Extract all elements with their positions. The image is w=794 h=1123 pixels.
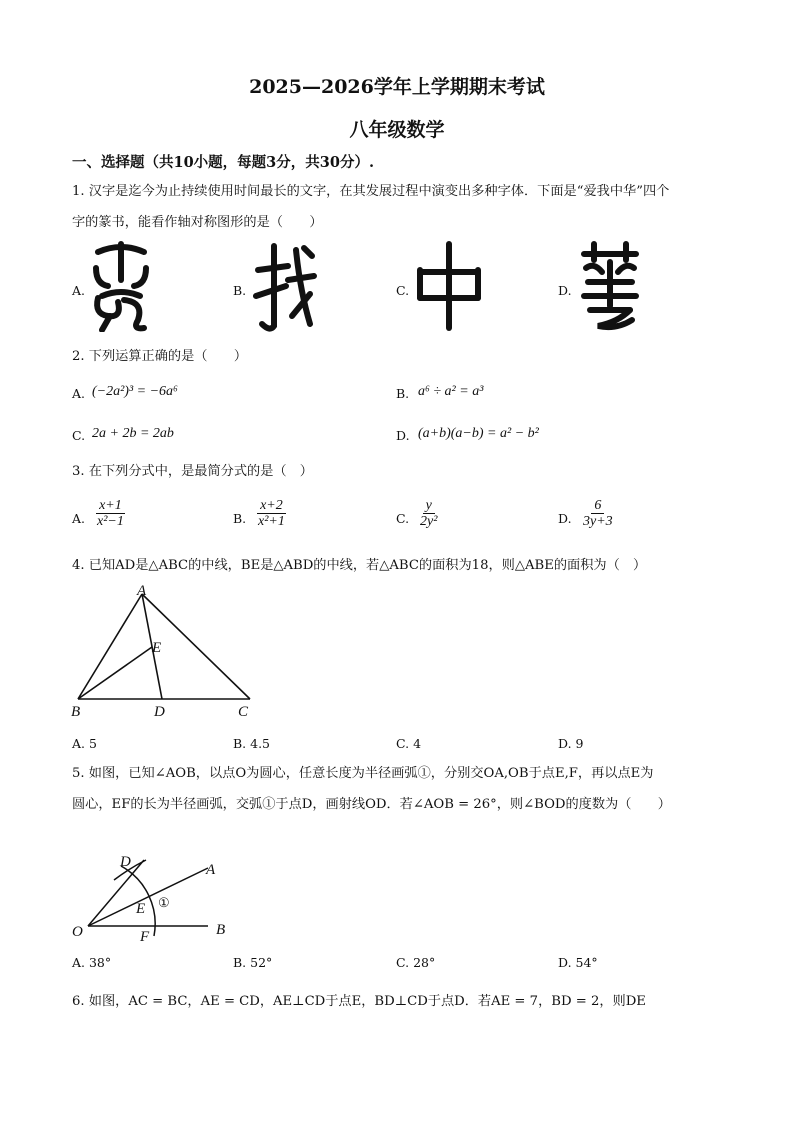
q4-text: 4. 已知AD是△ABC的中线，BE是△ABD的中线，若△ABC的面积为18，则△ABE的面积为（ ） [72,558,647,573]
q3-option-c-fraction [417,498,440,530]
seal-char-zhong-icon [414,240,484,332]
q4-label-e: E [152,640,162,656]
q6-text-line1: 6. 如图，AC = BC，AE = CD，AE⊥CD于点E，BD⊥CD于点D．若AE = 7，BD = 2，则DE [72,994,646,1009]
q2-option-c: 2a + 2b = 2ab [92,426,174,441]
q2-option-a: (−2a²)³ = −6a⁶ [92,384,178,399]
q1-text-line1: 1. 汉字是迄今为止持续使用时间最长的文字，在其发展过程中演变出多种字体．下面是“爱我中华”四个 [72,184,670,199]
q5-angle-figure [66,846,246,946]
q4-label-c: C [238,704,249,720]
q4-label-b: B [71,704,81,720]
q1-option-c-label: C. [396,283,410,298]
q4-side-ab [78,594,142,699]
q5-option-b: B. 52° [233,955,273,970]
q3-d-denominator: 3y+3 [583,514,613,530]
section-heading: 一、选择题（共10小题，每题3分，共30分）. [72,154,374,171]
q1-text-line2: 字的篆书，能看作轴对称图形的是（ ） [72,215,323,230]
q3-option-a-label: A. [72,511,86,526]
seal-char-ai-icon [88,240,154,332]
q4-option-a: A. 5 [72,736,97,751]
q5-label-a: A [206,862,216,878]
q2-option-b-label: B. [396,386,410,401]
q2-option-c-label: C. [72,428,86,443]
q2-option-a-label: A. [72,386,86,401]
exam-title: 2025—2026学年上学期期末考试 [249,76,545,98]
q5-label-d: D [120,854,131,870]
q3-c-denominator: 2y² [420,514,438,530]
q3-b-denominator: x²+1 [258,514,285,530]
q4-option-b: B. 4.5 [233,736,271,751]
q3-option-b-label: B. [233,511,247,526]
q5-label-b: B [216,922,226,938]
q3-option-b-fraction [255,498,288,530]
q5-text-line2: 圆心，EF的长为半径画弧，交弧①于点D，画射线OD．若∠AOB = 26°，则∠BOD的度数为（ ） [72,797,671,812]
q3-text: 3. 在下列分式中，是最简分式的是（ ） [72,464,313,479]
seal-char-hua-icon [578,240,642,332]
q3-d-numerator: 6 [591,498,604,514]
q5-text-line1: 5. 如图，已知∠AOB，以点O为圆心，任意长度为半径画弧①，分别交OA,OB于点E,F，再以点E为 [72,766,654,781]
q3-b-numerator: x+2 [257,498,286,514]
q4-label-a: A [137,583,147,599]
q4-option-c: C. 4 [396,736,422,751]
q4-triangle-figure [66,582,266,722]
q5-option-c: C. 28° [396,955,436,970]
q5-label-arc: ① [158,895,170,910]
q4-label-d: D [154,704,165,720]
q5-ray-oa [88,868,208,926]
q5-option-d: D. 54° [558,955,598,970]
q1-option-d-label: D. [558,283,572,298]
q5-option-a: A. 38° [72,955,112,970]
seal-char-wo-icon [252,240,318,332]
q1-option-a-label: A. [72,283,86,298]
q2-option-b: a⁶ ÷ a² = a³ [418,384,484,399]
q2-text: 2. 下列运算正确的是（ ） [72,349,248,364]
q5-label-o: O [72,924,83,940]
q3-option-a-fraction [94,498,127,530]
q5-label-f: F [140,929,150,945]
q3-option-c-label: C. [396,511,410,526]
q2-option-d-label: D. [396,428,410,443]
q3-c-numerator: y [423,498,435,514]
q4-median-be [78,647,152,699]
exam-subtitle: 八年级数学 [349,119,445,141]
q2-option-d: (a+b)(a−b) = a² − b² [418,426,539,441]
q4-option-d: D. 9 [558,736,584,751]
q3-a-numerator: x+1 [96,498,125,514]
q1-option-b-label: B. [233,283,247,298]
q5-label-e: E [136,901,146,917]
q3-option-d-fraction [580,498,616,530]
q3-option-d-label: D. [558,511,572,526]
q3-a-denominator: x²−1 [97,514,124,530]
